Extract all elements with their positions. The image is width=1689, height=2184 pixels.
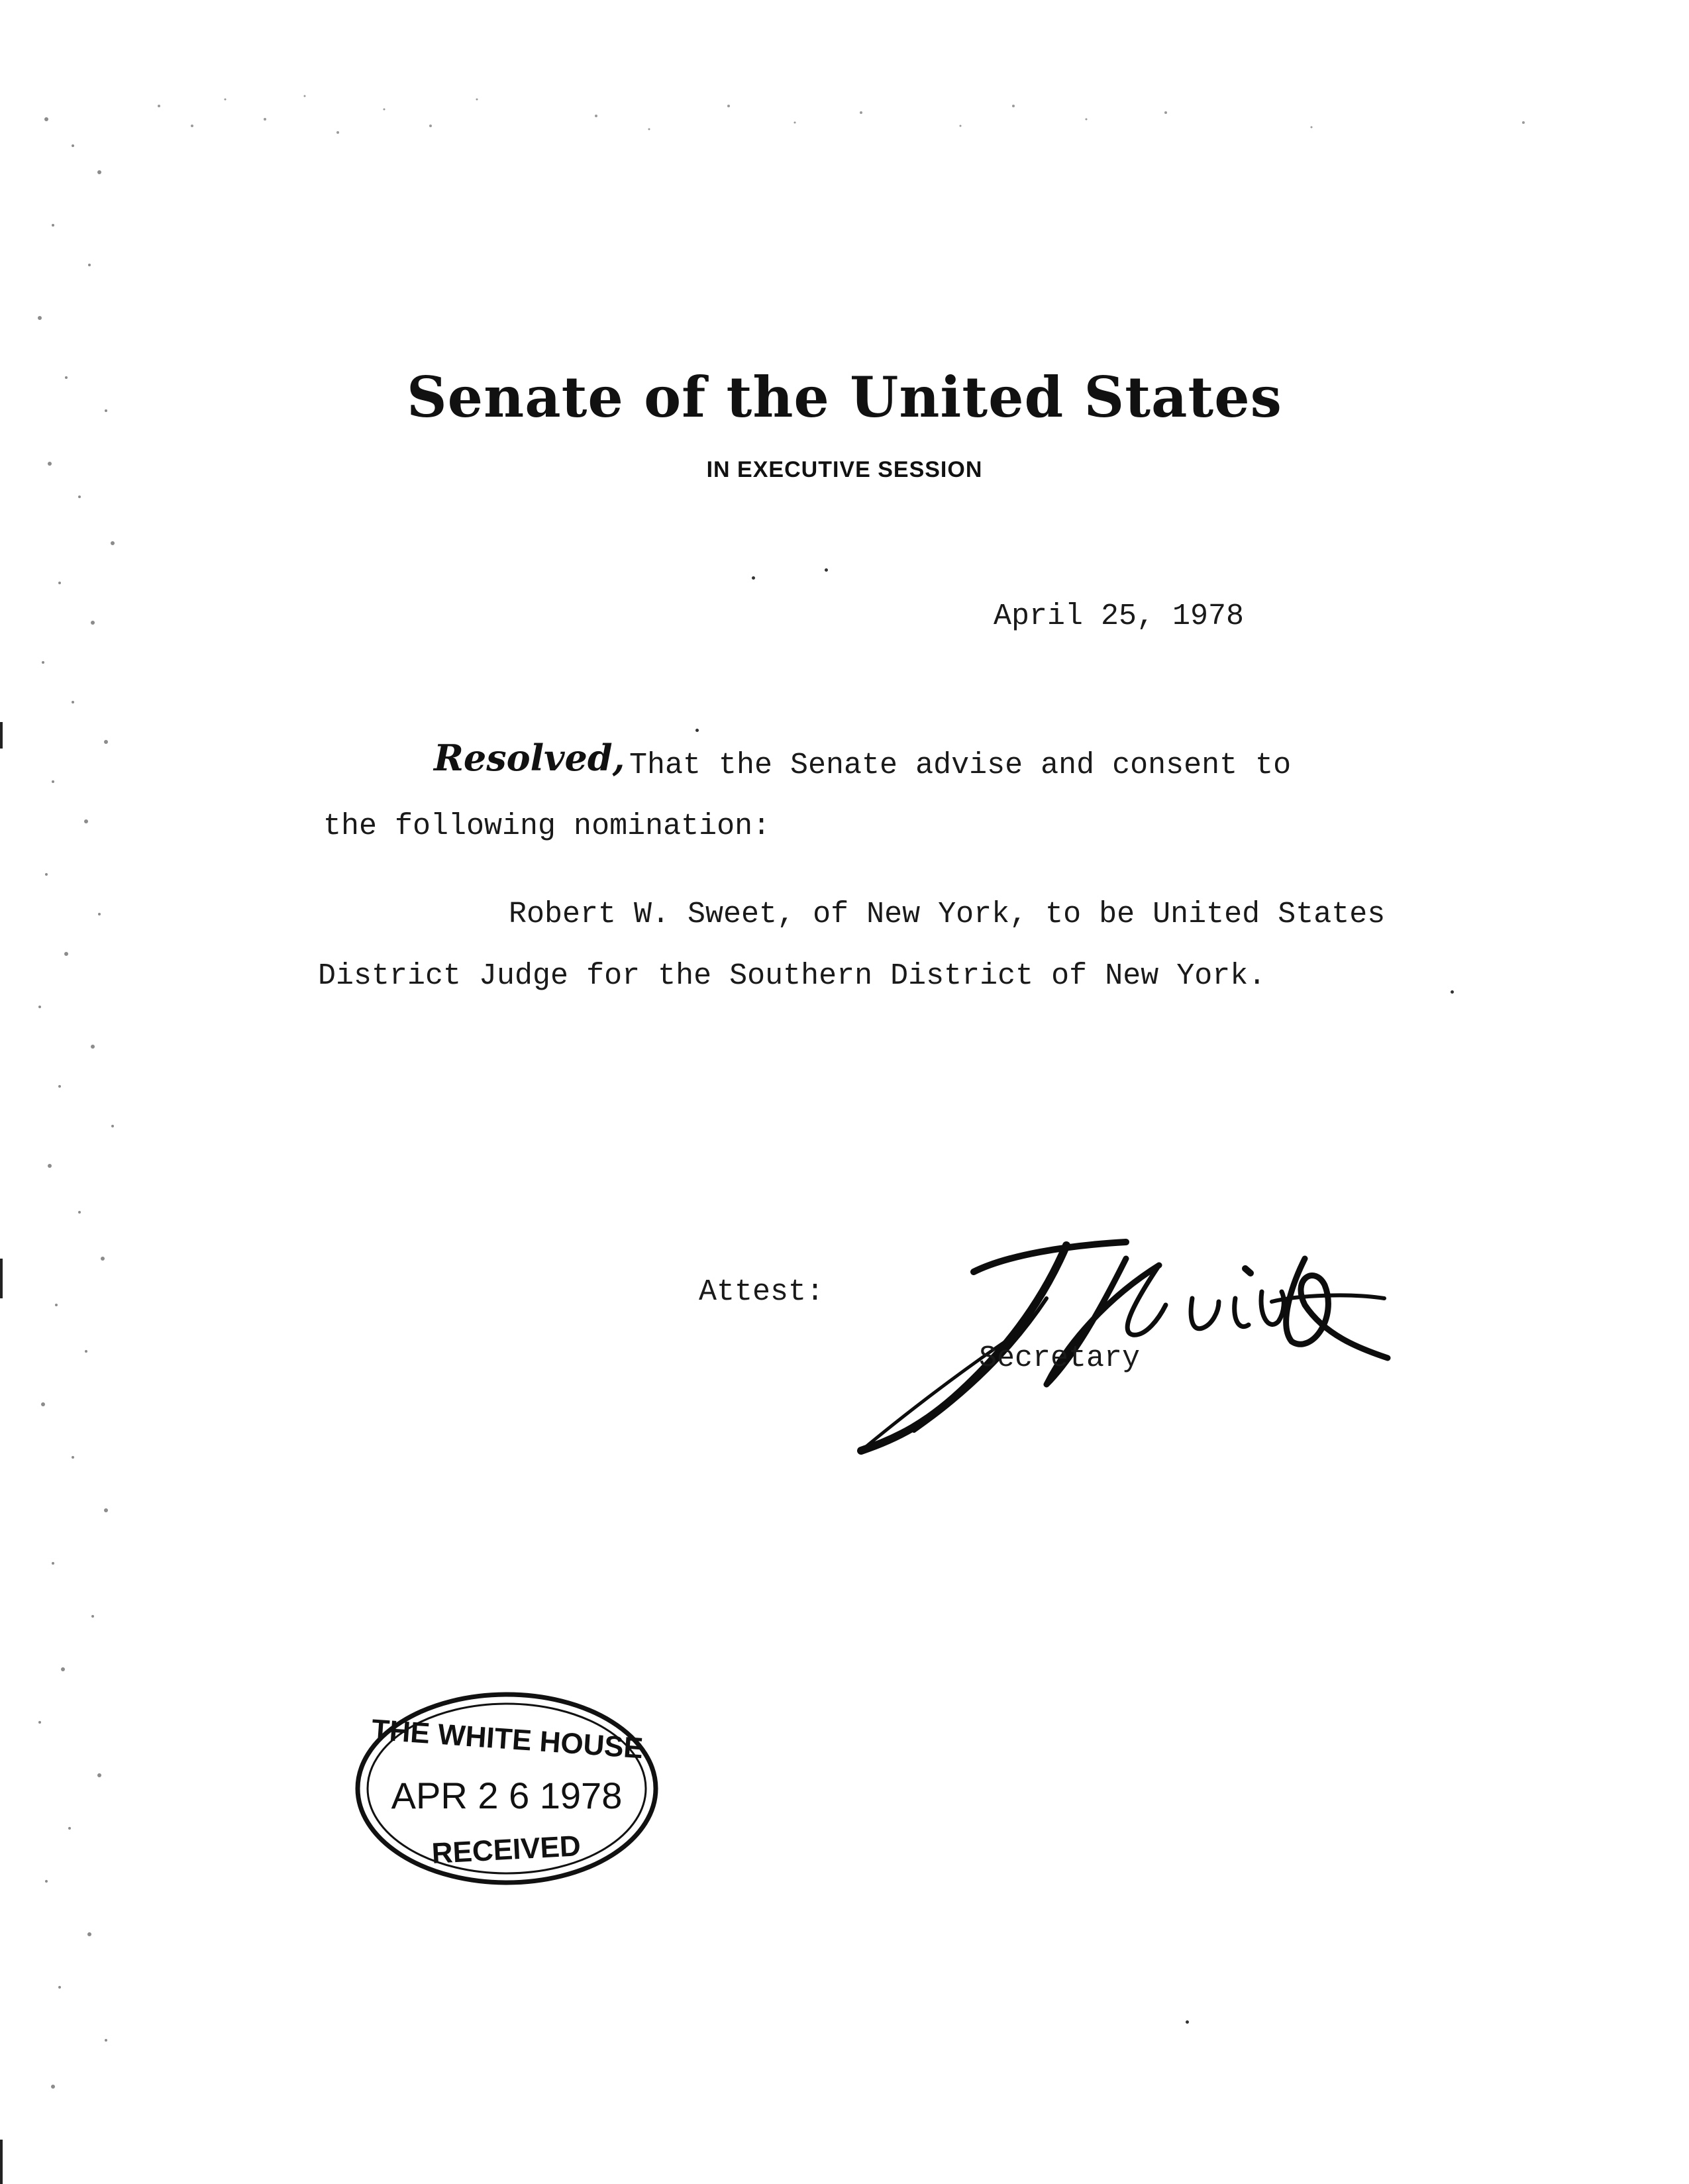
scan-dot bbox=[825, 568, 828, 572]
scan-dot bbox=[752, 576, 755, 580]
scan-dot bbox=[1186, 2020, 1189, 2024]
svg-text:THE WHITE HOUSE: THE WHITE HOUSE bbox=[370, 1713, 644, 1765]
secretary-signature bbox=[848, 1219, 1391, 1457]
svg-text:RECEIVED: RECEIVED bbox=[431, 1830, 582, 1870]
binder-mark bbox=[0, 2140, 3, 2184]
scan-speckle-top bbox=[132, 79, 1590, 159]
binder-mark bbox=[0, 722, 3, 749]
binder-mark bbox=[0, 1259, 3, 1298]
letterhead-title: Senate of the United States bbox=[407, 364, 1282, 430]
resolved-word: Resolved, bbox=[434, 737, 625, 779]
scan-dot bbox=[1451, 990, 1454, 994]
document-date: April 25, 1978 bbox=[994, 599, 1245, 633]
letterhead-subtitle: IN EXECUTIVE SESSION bbox=[706, 457, 983, 482]
scan-dot bbox=[695, 729, 699, 732]
attest-label: Attest: bbox=[699, 1275, 825, 1309]
nomination-line-2: District Judge for the Southern District of New York. bbox=[318, 959, 1266, 993]
resolution-line-2: the following nomination: bbox=[323, 809, 771, 843]
resolution-line-1: That the Senate advise and consent to bbox=[629, 749, 1292, 782]
nomination-line-1: Robert W. Sweet, of New York, to be United States bbox=[509, 898, 1386, 931]
secretary-label: Secretary bbox=[979, 1341, 1141, 1375]
svg-text:APR 2 6 1978: APR 2 6 1978 bbox=[391, 1775, 623, 1816]
white-house-received-stamp bbox=[351, 1686, 662, 1891]
